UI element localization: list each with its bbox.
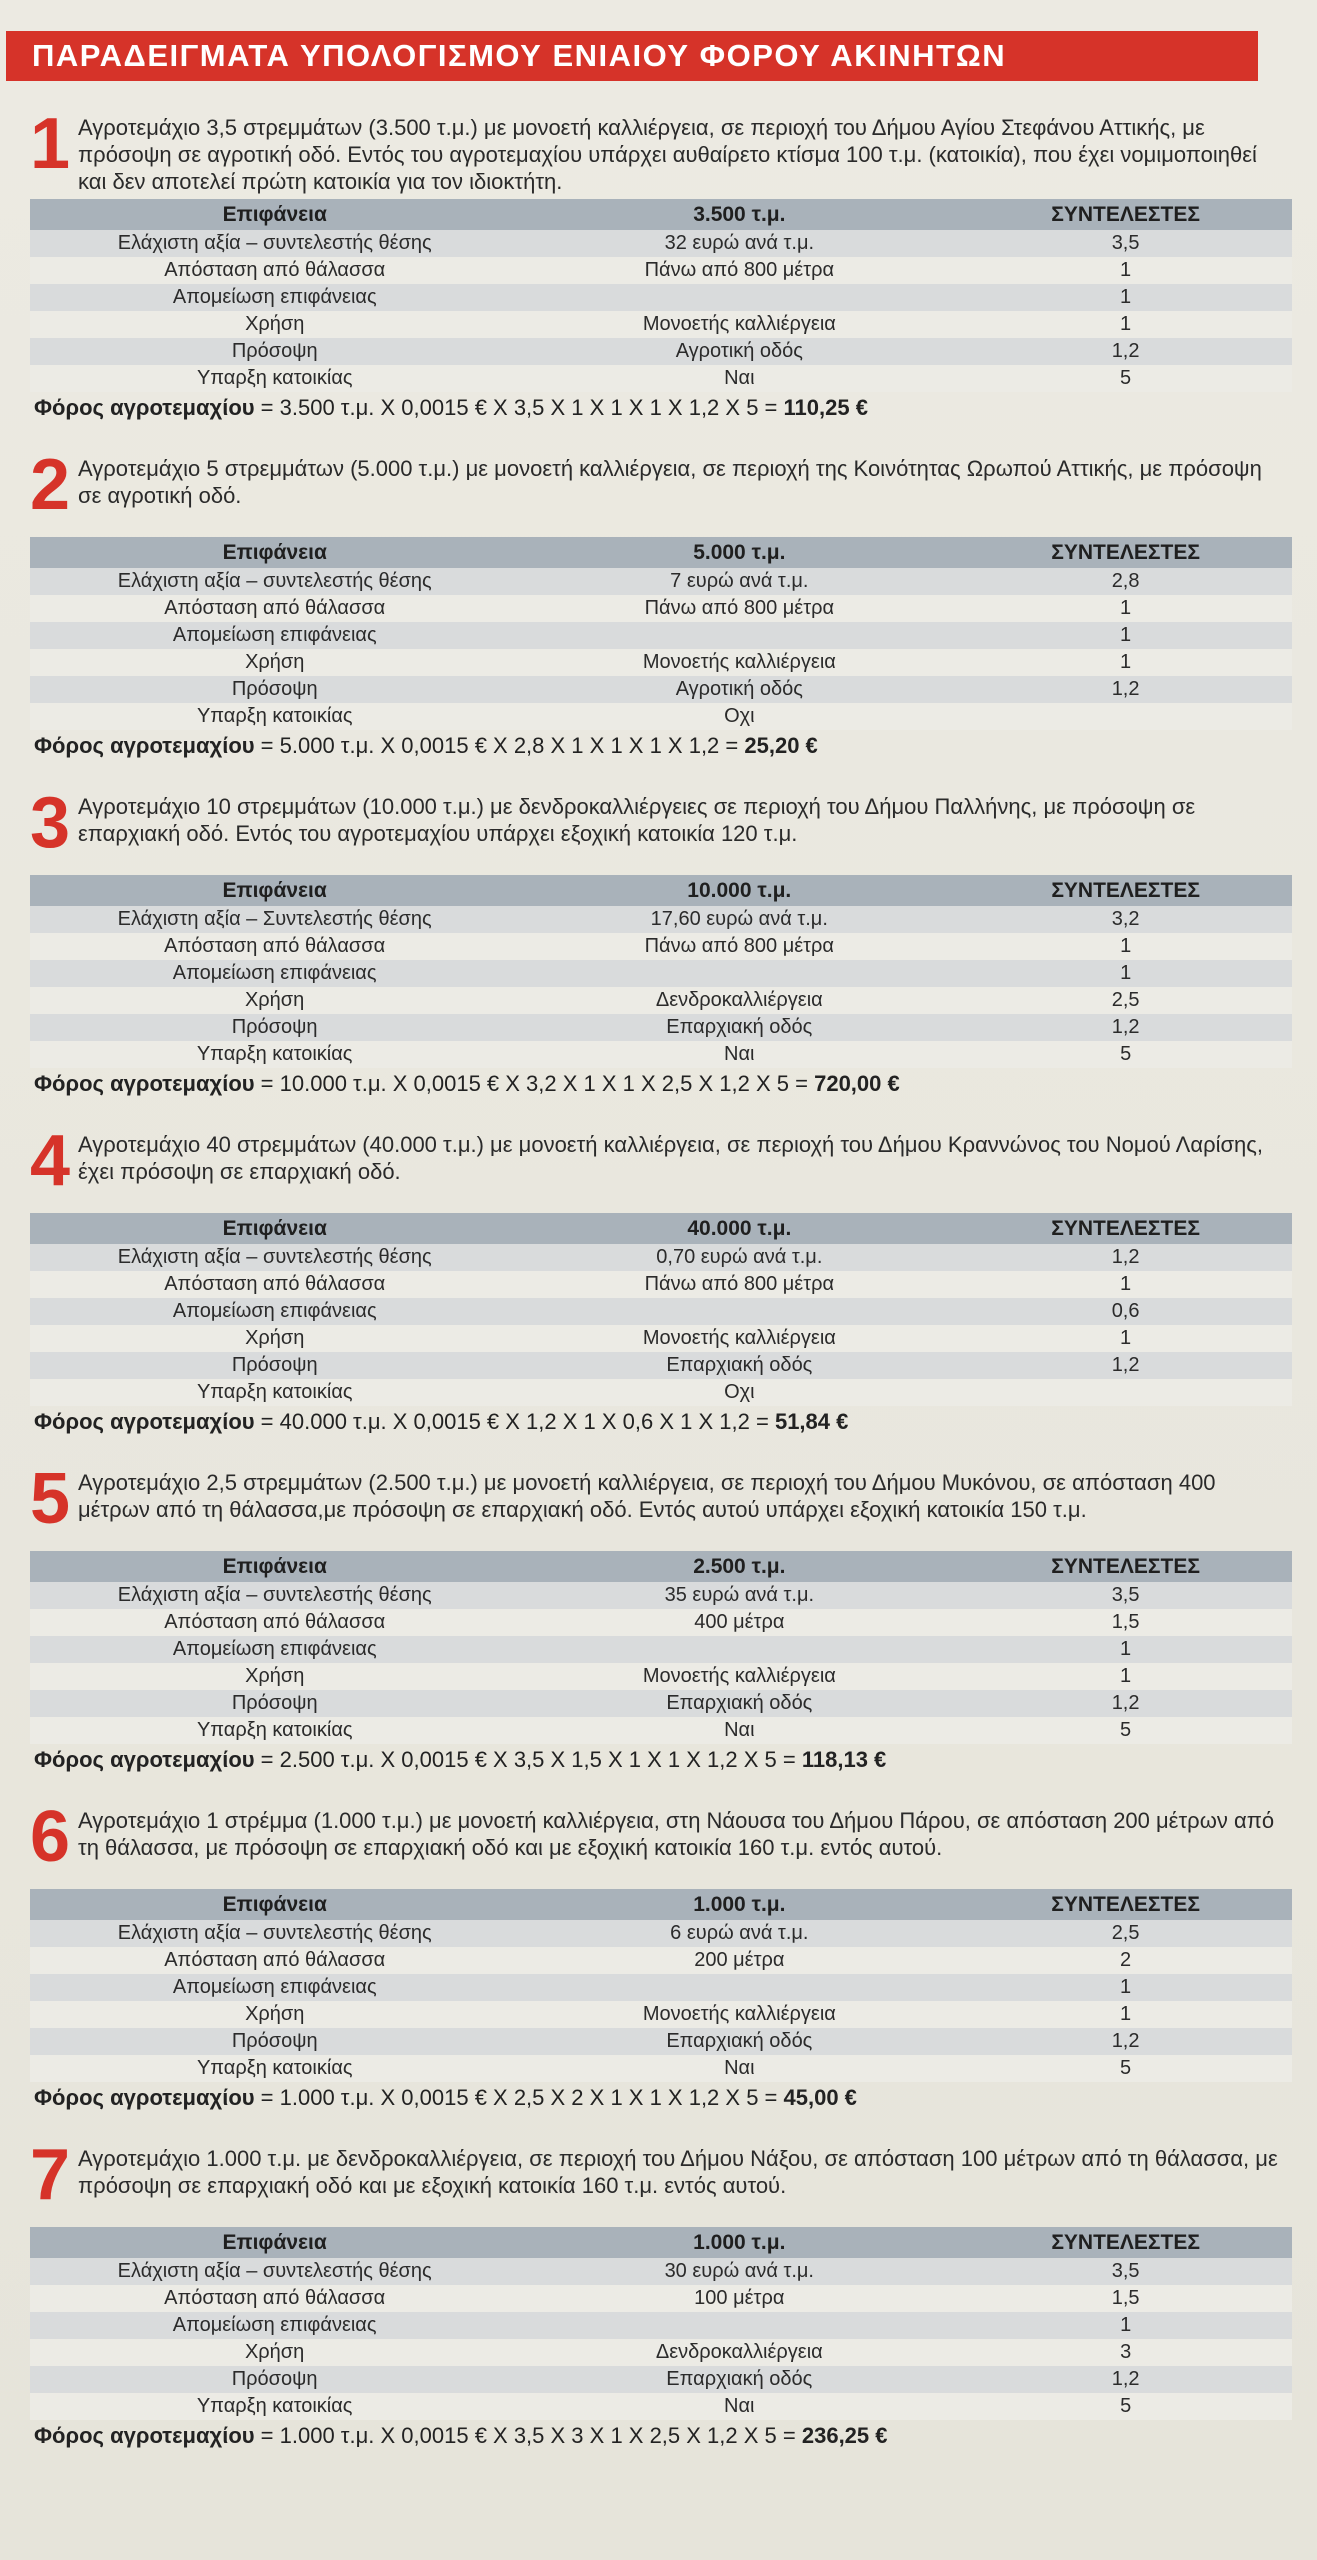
row-value bbox=[519, 1974, 959, 2001]
table-row bbox=[30, 933, 1292, 960]
tax-label: Φόρος αγροτεμαχίου bbox=[34, 2085, 255, 2110]
header-area-value: 5.000 τ.μ. bbox=[519, 537, 959, 568]
table-row bbox=[30, 2001, 1292, 2028]
row-value: Δενδροκαλλιέργεια bbox=[519, 987, 959, 1014]
tax-label: Φόρος αγροτεμαχίου bbox=[34, 733, 255, 758]
example-description: Αγροτεμάχιο 1 στρέμμα (1.000 τ.μ.) με μονοετή καλλιέργεια, στη Νάουσα του Δήμου Πάρου, σε απόσταση 200 μέτρων από τη θάλασσα, με πρόσοψη σε επαρχιακή οδό και με εξοχική κατοικία 160 τ.μ. εντός αυτού. bbox=[78, 1808, 1275, 1860]
row-label: Ελάχιστη αξία – συντελεστής θέσης bbox=[30, 230, 519, 257]
row-label: Ελάχιστη αξία – συντελεστής θέσης bbox=[30, 1244, 519, 1271]
header-area-value: 1.000 τ.μ. bbox=[519, 1889, 959, 1920]
example-description: Αγροτεμάχιο 40 στρεμμάτων (40.000 τ.μ.) με μονοετή καλλιέργεια, σε περιοχή του Δήμου Κραννώνος του Νομού Λαρίσης, έχει πρόσοψη σε επαρχιακή οδό. bbox=[78, 1132, 1264, 1184]
row-coefficient: 1 bbox=[959, 1974, 1292, 2001]
row-label: Ελάχιστη αξία – συντελεστής θέσης bbox=[30, 568, 519, 595]
row-label: Υπαρξη κατοικίας bbox=[30, 2393, 519, 2420]
row-coefficient: 1,2 bbox=[959, 1244, 1292, 1271]
row-value: Μονοετής καλλιέργεια bbox=[519, 1325, 959, 1352]
table-row bbox=[30, 338, 1292, 365]
row-coefficient: 1 bbox=[959, 1271, 1292, 1298]
row-coefficient: 5 bbox=[959, 365, 1292, 392]
row-coefficient: 1,5 bbox=[959, 1609, 1292, 1636]
table-row bbox=[30, 1014, 1292, 1041]
example-block bbox=[30, 104, 1300, 422]
table-header-row bbox=[30, 2227, 1292, 2258]
table-row bbox=[30, 2258, 1292, 2285]
table-row bbox=[30, 1298, 1292, 1325]
row-label: Απομείωση επιφάνειας bbox=[30, 960, 519, 987]
row-label: Απόσταση από θάλασσα bbox=[30, 933, 519, 960]
row-coefficient: 1,5 bbox=[959, 2285, 1292, 2312]
row-value: Δενδροκαλλιέργεια bbox=[519, 2339, 959, 2366]
coefficients-table bbox=[30, 1889, 1292, 2082]
tax-formula bbox=[30, 732, 1300, 760]
row-value: 30 ευρώ ανά τ.μ. bbox=[519, 2258, 959, 2285]
table-row bbox=[30, 311, 1292, 338]
header-coefficients: ΣΥΝΤΕΛΕΣΤΕΣ bbox=[959, 1889, 1292, 1920]
table-header-row bbox=[30, 1889, 1292, 1920]
header-coefficients: ΣΥΝΤΕΛΕΣΤΕΣ bbox=[959, 199, 1292, 230]
coefficients-table bbox=[30, 537, 1292, 730]
row-label: Πρόσοψη bbox=[30, 1014, 519, 1041]
header-area-label: Επιφάνεια bbox=[30, 1551, 519, 1582]
table-row bbox=[30, 568, 1292, 595]
row-coefficient: 5 bbox=[959, 2393, 1292, 2420]
row-value: Οχι bbox=[519, 703, 959, 730]
example-number: 3 bbox=[30, 783, 71, 863]
example-intro bbox=[30, 1121, 1300, 1209]
row-value: Επαρχιακή οδός bbox=[519, 2366, 959, 2393]
row-value: Μονοετής καλλιέργεια bbox=[519, 311, 959, 338]
table-row bbox=[30, 284, 1292, 311]
table-row bbox=[30, 1974, 1292, 2001]
example-block bbox=[30, 1459, 1300, 1774]
row-value: Ναι bbox=[519, 365, 959, 392]
coefficients-table bbox=[30, 199, 1292, 392]
row-label: Απομείωση επιφάνειας bbox=[30, 1636, 519, 1663]
tax-formula bbox=[30, 394, 1300, 422]
example-intro bbox=[30, 783, 1300, 871]
row-label: Χρήση bbox=[30, 1663, 519, 1690]
row-label: Πρόσοψη bbox=[30, 338, 519, 365]
tax-result: 51,84 € bbox=[774, 1409, 849, 1434]
row-value: 200 μέτρα bbox=[519, 1947, 959, 1974]
row-coefficient: 1 bbox=[959, 960, 1292, 987]
page-title: ΠΑΡΑΔΕΙΓΜΑΤΑ ΥΠΟΛΟΓΙΣΜΟΥ ΕΝΙΑΙΟΥ ΦΟΡΟΥ ΑΚΙΝΗΤΩΝ bbox=[6, 31, 1258, 81]
row-label: Απομείωση επιφάνειας bbox=[30, 2312, 519, 2339]
example-block bbox=[30, 1121, 1300, 1436]
row-label: Απομείωση επιφάνειας bbox=[30, 622, 519, 649]
row-value: Επαρχιακή οδός bbox=[519, 1352, 959, 1379]
example-intro bbox=[30, 1459, 1300, 1547]
example-block bbox=[30, 783, 1300, 1098]
row-value: 100 μέτρα bbox=[519, 2285, 959, 2312]
row-value: Επαρχιακή οδός bbox=[519, 2028, 959, 2055]
example-number: 7 bbox=[30, 2135, 71, 2215]
row-coefficient: 2,5 bbox=[959, 987, 1292, 1014]
row-label: Απόσταση από θάλασσα bbox=[30, 257, 519, 284]
row-coefficient: 3,5 bbox=[959, 2258, 1292, 2285]
row-value: Αγροτική οδός bbox=[519, 676, 959, 703]
coefficients-table bbox=[30, 875, 1292, 1068]
row-coefficient: 1 bbox=[959, 622, 1292, 649]
row-label: Χρήση bbox=[30, 649, 519, 676]
header-area-value: 3.500 τ.μ. bbox=[519, 199, 959, 230]
table-row bbox=[30, 2393, 1292, 2420]
header-area-value: 10.000 τ.μ. bbox=[519, 875, 959, 906]
row-label: Χρήση bbox=[30, 987, 519, 1014]
tax-expression: = 40.000 τ.μ. Χ 0,0015 € Χ 1,2 Χ 1 Χ 0,6 Χ 1 Χ 1,2 = bbox=[254, 1409, 775, 1434]
row-label: Πρόσοψη bbox=[30, 2366, 519, 2393]
row-value bbox=[519, 1298, 959, 1325]
header-coefficients: ΣΥΝΤΕΛΕΣΤΕΣ bbox=[959, 1213, 1292, 1244]
row-value: Οχι bbox=[519, 1379, 959, 1406]
row-label: Ελάχιστη αξία – συντελεστής θέσης bbox=[30, 2258, 519, 2285]
header-area-label: Επιφάνεια bbox=[30, 537, 519, 568]
row-label: Υπαρξη κατοικίας bbox=[30, 2055, 519, 2082]
table-row bbox=[30, 649, 1292, 676]
row-coefficient: 5 bbox=[959, 1717, 1292, 1744]
table-header-row bbox=[30, 199, 1292, 230]
tax-formula bbox=[30, 1070, 1300, 1098]
row-coefficient: 0,6 bbox=[959, 1298, 1292, 1325]
table-row bbox=[30, 1920, 1292, 1947]
row-coefficient: 1 bbox=[959, 284, 1292, 311]
row-value: Πάνω από 800 μέτρα bbox=[519, 595, 959, 622]
row-label: Υπαρξη κατοικίας bbox=[30, 1717, 519, 1744]
example-block bbox=[30, 1797, 1300, 2112]
tax-result: 236,25 € bbox=[801, 2423, 888, 2448]
row-label: Απόσταση από θάλασσα bbox=[30, 1947, 519, 1974]
row-coefficient: 3,5 bbox=[959, 1582, 1292, 1609]
row-value: Ναι bbox=[519, 1717, 959, 1744]
header-coefficients: ΣΥΝΤΕΛΕΣΤΕΣ bbox=[959, 537, 1292, 568]
row-label: Απομείωση επιφάνειας bbox=[30, 284, 519, 311]
table-row bbox=[30, 2312, 1292, 2339]
tax-label: Φόρος αγροτεμαχίου bbox=[34, 1071, 255, 1096]
row-value bbox=[519, 960, 959, 987]
coefficients-table bbox=[30, 2227, 1292, 2420]
row-label: Ελάχιστη αξία – Συντελεστής θέσης bbox=[30, 906, 519, 933]
tax-result: 110,25 € bbox=[783, 395, 868, 420]
table-row bbox=[30, 622, 1292, 649]
row-coefficient: 1,2 bbox=[959, 1352, 1292, 1379]
table-row bbox=[30, 1271, 1292, 1298]
table-row bbox=[30, 595, 1292, 622]
table-row bbox=[30, 703, 1292, 730]
row-coefficient: 1 bbox=[959, 1636, 1292, 1663]
examples-list bbox=[30, 104, 1300, 2483]
row-label: Χρήση bbox=[30, 1325, 519, 1352]
row-coefficient: 1 bbox=[959, 1325, 1292, 1352]
row-label: Απόσταση από θάλασσα bbox=[30, 595, 519, 622]
example-number: 1 bbox=[30, 104, 71, 184]
table-row bbox=[30, 1325, 1292, 1352]
row-coefficient: 5 bbox=[959, 2055, 1292, 2082]
row-coefficient: 1 bbox=[959, 933, 1292, 960]
tax-result: 25,20 € bbox=[744, 733, 818, 758]
row-coefficient bbox=[959, 1379, 1292, 1406]
example-number: 5 bbox=[30, 1459, 71, 1539]
tax-label: Φόρος αγροτεμαχίου bbox=[34, 2423, 255, 2448]
row-coefficient: 1,2 bbox=[959, 338, 1292, 365]
example-number: 2 bbox=[30, 445, 71, 525]
table-row bbox=[30, 906, 1292, 933]
row-coefficient: 1,2 bbox=[959, 1014, 1292, 1041]
row-coefficient: 5 bbox=[959, 1041, 1292, 1068]
tax-result: 720,00 € bbox=[814, 1071, 900, 1096]
row-value bbox=[519, 1636, 959, 1663]
header-area-value: 40.000 τ.μ. bbox=[519, 1213, 959, 1244]
row-value bbox=[519, 284, 959, 311]
row-label: Χρήση bbox=[30, 2339, 519, 2366]
table-row bbox=[30, 230, 1292, 257]
tax-label: Φόρος αγροτεμαχίου bbox=[34, 395, 255, 420]
header-coefficients: ΣΥΝΤΕΛΕΣΤΕΣ bbox=[959, 1551, 1292, 1582]
row-coefficient: 1 bbox=[959, 649, 1292, 676]
table-header-row bbox=[30, 537, 1292, 568]
row-value: Επαρχιακή οδός bbox=[519, 1690, 959, 1717]
header-area-label: Επιφάνεια bbox=[30, 199, 519, 230]
row-value: 6 ευρώ ανά τ.μ. bbox=[519, 1920, 959, 1947]
tax-expression: = 1.000 τ.μ. Χ 0,0015 € Χ 3,5 Χ 3 Χ 1 Χ 2,5 Χ 1,2 Χ 5 = bbox=[254, 2423, 802, 2448]
table-row bbox=[30, 960, 1292, 987]
row-value: Ναι bbox=[519, 2055, 959, 2082]
row-value: Ναι bbox=[519, 1041, 959, 1068]
row-value bbox=[519, 2312, 959, 2339]
row-value: 0,70 ευρώ ανά τ.μ. bbox=[519, 1244, 959, 1271]
table-row bbox=[30, 1379, 1292, 1406]
table-row bbox=[30, 2366, 1292, 2393]
row-value: Πάνω από 800 μέτρα bbox=[519, 257, 959, 284]
tax-formula bbox=[30, 2084, 1300, 2112]
header-area-value: 1.000 τ.μ. bbox=[519, 2227, 959, 2258]
row-value: 35 ευρώ ανά τ.μ. bbox=[519, 1582, 959, 1609]
table-row bbox=[30, 1663, 1292, 1690]
row-label: Πρόσοψη bbox=[30, 1352, 519, 1379]
header-area-label: Επιφάνεια bbox=[30, 1213, 519, 1244]
row-value bbox=[519, 622, 959, 649]
tax-expression: = 5.000 τ.μ. Χ 0,0015 € Χ 2,8 Χ 1 Χ 1 Χ 1 Χ 1,2 = bbox=[254, 733, 745, 758]
header-coefficients: ΣΥΝΤΕΛΕΣΤΕΣ bbox=[959, 2227, 1292, 2258]
row-label: Ελάχιστη αξία – συντελεστής θέσης bbox=[30, 1582, 519, 1609]
table-row bbox=[30, 1717, 1292, 1744]
table-header-row bbox=[30, 1551, 1292, 1582]
example-description: Αγροτεμάχιο 5 στρεμμάτων (5.000 τ.μ.) με μονοετή καλλιέργεια, σε περιοχή της Κοινότητας Ωρωπού Αττικής, με πρόσοψη σε αγροτική οδό. bbox=[78, 456, 1262, 508]
row-value: Ναι bbox=[519, 2393, 959, 2420]
row-coefficient: 1 bbox=[959, 595, 1292, 622]
tax-formula bbox=[30, 1746, 1300, 1774]
row-label: Πρόσοψη bbox=[30, 676, 519, 703]
coefficients-table bbox=[30, 1551, 1292, 1744]
table-header-row bbox=[30, 1213, 1292, 1244]
row-coefficient: 2 bbox=[959, 1947, 1292, 1974]
coefficients-table bbox=[30, 1213, 1292, 1406]
tax-result: 118,13 € bbox=[801, 1747, 887, 1772]
row-value: Μονοετής καλλιέργεια bbox=[519, 2001, 959, 2028]
row-value: Μονοετής καλλιέργεια bbox=[519, 649, 959, 676]
tax-expression: = 3.500 τ.μ. Χ 0,0015 € Χ 3,5 Χ 1 Χ 1 Χ 1 Χ 1,2 Χ 5 = bbox=[254, 395, 784, 420]
row-value: Μονοετής καλλιέργεια bbox=[519, 1663, 959, 1690]
table-row bbox=[30, 1609, 1292, 1636]
row-label: Πρόσοψη bbox=[30, 1690, 519, 1717]
row-label: Υπαρξη κατοικίας bbox=[30, 1041, 519, 1068]
tax-expression: = 2.500 τ.μ. Χ 0,0015 € Χ 3,5 Χ 1,5 Χ 1 Χ 1 Χ 1,2 Χ 5 = bbox=[254, 1747, 802, 1772]
row-label: Χρήση bbox=[30, 2001, 519, 2028]
row-label: Υπαρξη κατοικίας bbox=[30, 703, 519, 730]
row-value: 400 μέτρα bbox=[519, 1609, 959, 1636]
example-intro bbox=[30, 2135, 1300, 2223]
row-coefficient: 2,5 bbox=[959, 1920, 1292, 1947]
tax-expression: = 10.000 τ.μ. Χ 0,0015 € Χ 3,2 Χ 1 Χ 1 Χ 2,5 Χ 1,2 Χ 5 = bbox=[254, 1071, 815, 1096]
example-intro bbox=[30, 445, 1300, 533]
row-label: Απομείωση επιφάνειας bbox=[30, 1974, 519, 2001]
row-coefficient: 1,2 bbox=[959, 2028, 1292, 2055]
row-value: Επαρχιακή οδός bbox=[519, 1014, 959, 1041]
row-label: Απόσταση από θάλασσα bbox=[30, 2285, 519, 2312]
row-label: Πρόσοψη bbox=[30, 2028, 519, 2055]
example-description: Αγροτεμάχιο 10 στρεμμάτων (10.000 τ.μ.) με δενδροκαλλιέργειες σε περιοχή του Δήμου Παλλήνης, με πρόσοψη σε επαρχιακή οδό. Εντός του αγροτεμαχίου υπάρχει εξοχική κατοικία 120 τ.μ. bbox=[78, 794, 1196, 846]
row-value: 17,60 ευρώ ανά τ.μ. bbox=[519, 906, 959, 933]
table-row bbox=[30, 1244, 1292, 1271]
row-coefficient: 1 bbox=[959, 2312, 1292, 2339]
example-intro bbox=[30, 104, 1300, 195]
row-value: Αγροτική οδός bbox=[519, 338, 959, 365]
row-coefficient: 3,2 bbox=[959, 906, 1292, 933]
row-value: 7 ευρώ ανά τ.μ. bbox=[519, 568, 959, 595]
example-block bbox=[30, 2135, 1300, 2450]
table-row bbox=[30, 676, 1292, 703]
example-block bbox=[30, 445, 1300, 760]
row-label: Χρήση bbox=[30, 311, 519, 338]
table-row bbox=[30, 365, 1292, 392]
table-row bbox=[30, 1582, 1292, 1609]
table-row bbox=[30, 1690, 1292, 1717]
example-intro bbox=[30, 1797, 1300, 1885]
row-coefficient: 3 bbox=[959, 2339, 1292, 2366]
row-label: Ελάχιστη αξία – συντελεστής θέσης bbox=[30, 1920, 519, 1947]
table-row bbox=[30, 2055, 1292, 2082]
header-area-label: Επιφάνεια bbox=[30, 1889, 519, 1920]
example-description: Αγροτεμάχιο 2,5 στρεμμάτων (2.500 τ.μ.) με μονοετή καλλιέργεια, σε περιοχή του Δήμου Μυκόνου, σε απόσταση 400 μέτρων από τη θάλασσα,με πρόσοψη σε επαρχιακή οδό. Εντός αυτού υπάρχει εξοχική κατοικία 150 τ.μ. bbox=[78, 1470, 1216, 1522]
table-row bbox=[30, 257, 1292, 284]
table-row bbox=[30, 2339, 1292, 2366]
tax-expression: = 1.000 τ.μ. Χ 0,0015 € Χ 2,5 Χ 2 Χ 1 Χ 1 Χ 1,2 Χ 5 = bbox=[254, 2085, 784, 2110]
row-coefficient: 2,8 bbox=[959, 568, 1292, 595]
row-label: Απόσταση από θάλασσα bbox=[30, 1609, 519, 1636]
tax-formula bbox=[30, 2422, 1300, 2450]
row-label: Απόσταση από θάλασσα bbox=[30, 1271, 519, 1298]
row-label: Υπαρξη κατοικίας bbox=[30, 365, 519, 392]
row-coefficient: 1,2 bbox=[959, 676, 1292, 703]
table-row bbox=[30, 1352, 1292, 1379]
table-row bbox=[30, 987, 1292, 1014]
header-coefficients: ΣΥΝΤΕΛΕΣΤΕΣ bbox=[959, 875, 1292, 906]
tax-formula bbox=[30, 1408, 1300, 1436]
row-coefficient: 1 bbox=[959, 1663, 1292, 1690]
tax-label: Φόρος αγροτεμαχίου bbox=[34, 1747, 255, 1772]
example-number: 6 bbox=[30, 1797, 71, 1877]
row-coefficient: 1,2 bbox=[959, 2366, 1292, 2393]
header-area-value: 2.500 τ.μ. bbox=[519, 1551, 959, 1582]
table-header-row bbox=[30, 875, 1292, 906]
table-row bbox=[30, 1947, 1292, 1974]
example-number: 4 bbox=[30, 1121, 71, 1201]
tax-label: Φόρος αγροτεμαχίου bbox=[34, 1409, 255, 1434]
table-row bbox=[30, 2028, 1292, 2055]
row-coefficient bbox=[959, 703, 1292, 730]
row-coefficient: 1,2 bbox=[959, 1690, 1292, 1717]
table-row bbox=[30, 1636, 1292, 1663]
row-coefficient: 1 bbox=[959, 311, 1292, 338]
row-label: Απομείωση επιφάνειας bbox=[30, 1298, 519, 1325]
tax-result: 45,00 € bbox=[783, 2085, 857, 2110]
row-coefficient: 1 bbox=[959, 257, 1292, 284]
example-description: Αγροτεμάχιο 1.000 τ.μ. με δενδροκαλλιέργεια, σε περιοχή του Δήμου Νάξου, σε απόσταση 100 μέτρων από τη θάλασσα, με πρόσοψη σε επαρχιακή οδό και με εξοχική κατοικία 160 τ.μ. εντός αυτού. bbox=[78, 2146, 1278, 2198]
table-row bbox=[30, 2285, 1292, 2312]
row-label: Υπαρξη κατοικίας bbox=[30, 1379, 519, 1406]
header-area-label: Επιφάνεια bbox=[30, 875, 519, 906]
row-value: Πάνω από 800 μέτρα bbox=[519, 1271, 959, 1298]
row-value: 32 ευρώ ανά τ.μ. bbox=[519, 230, 959, 257]
row-value: Πάνω από 800 μέτρα bbox=[519, 933, 959, 960]
example-description: Αγροτεμάχιο 3,5 στρεμμάτων (3.500 τ.μ.) με μονοετή καλλιέργεια, σε περιοχή του Δήμου Αγίου Στεφάνου Αττικής, με πρόσοψη σε αγροτική οδό. Εντός του αγροτεμαχίου υπάρχει αυθαίρετο κτίσμα 100 τ.μ. (κατοικία), που έχει νομιμοποιηθεί και δεν αποτελεί πρώτη κατοικία για τον ιδιοκτήτη. bbox=[78, 115, 1257, 194]
row-coefficient: 3,5 bbox=[959, 230, 1292, 257]
row-coefficient: 1 bbox=[959, 2001, 1292, 2028]
header-area-label: Επιφάνεια bbox=[30, 2227, 519, 2258]
table-row bbox=[30, 1041, 1292, 1068]
